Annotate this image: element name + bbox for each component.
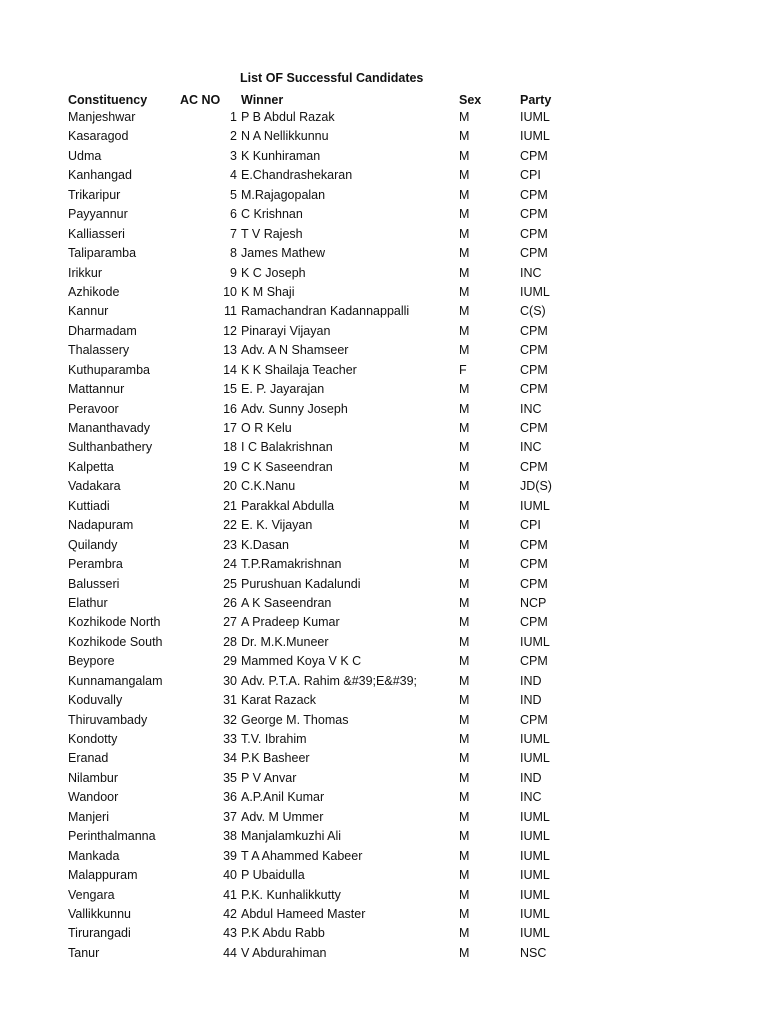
cell-sex: M [459, 673, 470, 688]
cell-constituency: Manjeri [68, 809, 109, 824]
cell-ac-no: 15 [223, 382, 237, 397]
cell-ac-no: 42 [223, 906, 237, 921]
table-row [0, 108, 768, 127]
cell-winner: P B Abdul Razak [241, 110, 335, 124]
cell-ac-no: 43 [223, 926, 237, 941]
cell-winner: Pinarayi Vijayan [241, 323, 331, 338]
cell-winner: E.Chandrashekaran [241, 168, 353, 183]
cell-ac-no: 44 [223, 945, 237, 960]
cell-ac-no: 24 [223, 557, 237, 572]
cell-sex: M [459, 615, 470, 630]
cell-winner: Karat Razack [241, 693, 317, 708]
cell-party: IUML [520, 848, 550, 863]
cell-party: INC [520, 790, 542, 805]
cell-ac-no: 4 [230, 168, 237, 183]
cell-constituency: Eranad [68, 751, 109, 766]
cell-winner: T.V. Ibrahim [241, 732, 307, 746]
cell-ac-no: 21 [223, 498, 237, 513]
cell-sex: M [459, 207, 470, 222]
cell-constituency: Kunnamangalam [68, 673, 163, 688]
cell-winner: Adv. M Ummer [241, 809, 324, 824]
cell-constituency: Taliparamba [68, 246, 137, 261]
cell-party: CPI [520, 168, 541, 183]
cell-winner: P.K Basheer [241, 751, 310, 766]
table-row [0, 886, 768, 905]
cell-winner: V Abdurahiman [241, 945, 327, 960]
cell-ac-no: 11 [224, 304, 237, 319]
cell-winner: James Mathew [241, 246, 326, 261]
cell-constituency: Azhikode [68, 284, 120, 299]
cell-sex: M [459, 906, 470, 921]
cell-ac-no: 18 [223, 440, 237, 455]
cell-sex: M [459, 595, 470, 610]
cell-party: NCP [520, 595, 547, 610]
cell-winner: I C Balakrishnan [241, 440, 333, 455]
table-row [0, 400, 768, 419]
cell-constituency: Thalassery [68, 343, 130, 358]
cell-winner: K M Shaji [241, 284, 295, 299]
cell-party: CPM [520, 537, 548, 552]
cell-sex: M [459, 576, 470, 591]
cell-winner: M.Rajagopalan [241, 187, 326, 202]
cell-winner: C.K.Nanu [241, 479, 296, 494]
table-row [0, 166, 768, 185]
cell-party: IUML [520, 751, 550, 766]
cell-sex: M [459, 148, 470, 163]
cell-sex: M [459, 401, 470, 416]
header-sex: Sex [459, 93, 482, 107]
table-row [0, 944, 768, 963]
cell-party: CPM [520, 343, 548, 358]
cell-party: IUML [520, 498, 550, 513]
table-row [0, 225, 768, 244]
cell-winner: C K Saseendran [241, 459, 333, 474]
table-row [0, 905, 768, 924]
cell-ac-no: 7 [230, 226, 237, 241]
cell-winner: Dr. M.K.Muneer [241, 634, 329, 649]
cell-ac-no: 12 [223, 323, 237, 338]
cell-winner: P.K Abdu Rabb [241, 926, 325, 941]
table-row [0, 633, 768, 652]
cell-sex: M [459, 770, 470, 785]
cell-constituency: Kondotty [68, 732, 118, 746]
cell-winner: P V Anvar [241, 770, 297, 785]
table-row [0, 205, 768, 224]
cell-party: IND [520, 770, 542, 785]
cell-winner: Ramachandran Kadannappalli [241, 304, 410, 319]
cell-sex: M [459, 382, 470, 397]
cell-winner: Mammed Koya V K C [241, 654, 362, 669]
cell-party: IND [520, 693, 542, 708]
table-row [0, 458, 768, 477]
table-row [0, 594, 768, 613]
cell-sex: M [459, 226, 470, 241]
cell-ac-no: 13 [223, 343, 237, 358]
cell-constituency: Trikaripur [68, 187, 121, 202]
table-row [0, 147, 768, 166]
document-title: List OF Successful Candidates [240, 71, 424, 85]
cell-sex: M [459, 945, 470, 960]
cell-sex: M [459, 421, 470, 435]
cell-party: CPM [520, 615, 548, 630]
cell-party: JD(S) [520, 479, 552, 494]
cell-sex: M [459, 440, 470, 455]
cell-ac-no: 28 [223, 634, 237, 649]
cell-winner: Abdul Hameed Master [241, 906, 366, 921]
cell-constituency: Udma [68, 148, 102, 163]
cell-sex: M [459, 187, 470, 202]
table-row [0, 283, 768, 302]
cell-ac-no: 3 [230, 148, 237, 163]
table-row [0, 302, 768, 321]
cell-winner: K Kunhiraman [241, 148, 321, 163]
table-row [0, 924, 768, 943]
cell-party: IUML [520, 110, 550, 124]
cell-ac-no: 34 [223, 751, 237, 766]
cell-party: CPM [520, 712, 548, 727]
cell-constituency: Kozhikode North [68, 615, 161, 630]
table-row [0, 516, 768, 535]
table-row [0, 419, 768, 438]
cell-winner: Purushuan Kadalundi [241, 576, 361, 591]
cell-winner: P Ubaidulla [241, 868, 305, 883]
table-row [0, 827, 768, 846]
cell-constituency: Tanur [68, 945, 100, 960]
cell-winner: Parakkal Abdulla [241, 498, 335, 513]
cell-winner: T.P.Ramakrishnan [241, 557, 342, 572]
cell-ac-no: 32 [223, 712, 237, 727]
table-row [0, 808, 768, 827]
cell-sex: M [459, 809, 470, 824]
cell-ac-no: 16 [223, 401, 237, 416]
cell-winner: T V Rajesh [241, 226, 303, 241]
table-row [0, 711, 768, 730]
cell-winner: Adv. Sunny Joseph [241, 401, 348, 416]
cell-party: INC [520, 440, 542, 455]
cell-sex: M [459, 168, 470, 183]
table-row [0, 555, 768, 574]
cell-sex: M [459, 557, 470, 572]
cell-constituency: Malappuram [68, 868, 138, 883]
cell-ac-no: 2 [230, 129, 237, 144]
cell-party: CPM [520, 557, 548, 572]
cell-ac-no: 41 [223, 887, 237, 902]
cell-sex: M [459, 790, 470, 805]
cell-party: IUML [520, 809, 550, 824]
cell-ac-no: 33 [223, 732, 237, 746]
cell-winner: A K Saseendran [241, 595, 332, 610]
header-ac-no: AC NO [180, 93, 221, 107]
table-row [0, 497, 768, 516]
cell-ac-no: 29 [223, 654, 237, 669]
cell-constituency: Perambra [68, 557, 123, 572]
cell-party: IUML [520, 129, 550, 144]
cell-constituency: Beypore [68, 654, 115, 669]
cell-constituency: Kalliasseri [68, 226, 125, 241]
cell-party: CPM [520, 654, 548, 669]
table-row [0, 749, 768, 768]
cell-sex: M [459, 498, 470, 513]
cell-party: IUML [520, 887, 550, 902]
cell-party: CPM [520, 323, 548, 338]
cell-ac-no: 35 [223, 770, 237, 785]
cell-ac-no: 40 [223, 868, 237, 883]
cell-constituency: Irikkur [68, 265, 103, 280]
cell-constituency: Nilambur [68, 770, 119, 785]
table-row [0, 788, 768, 807]
table-row [0, 438, 768, 457]
cell-constituency: Elathur [68, 595, 108, 610]
cell-sex: M [459, 537, 470, 552]
cell-party: IUML [520, 926, 550, 941]
table-row [0, 536, 768, 555]
cell-constituency: Kozhikode South [68, 634, 163, 649]
cell-winner: Adv. A N Shamseer [241, 343, 349, 358]
cell-sex: M [459, 654, 470, 669]
cell-ac-no: 22 [223, 518, 237, 533]
cell-sex: M [459, 634, 470, 649]
cell-party: IND [520, 673, 542, 688]
cell-ac-no: 8 [230, 246, 237, 261]
cell-winner: George M. Thomas [241, 712, 349, 727]
cell-party: IUML [520, 634, 550, 649]
cell-constituency: Quilandy [68, 537, 118, 552]
cell-sex: M [459, 284, 470, 299]
cell-winner: O R Kelu [241, 421, 292, 435]
cell-ac-no: 6 [230, 207, 237, 222]
table-row [0, 672, 768, 691]
cell-constituency: Tirurangadi [68, 926, 131, 941]
cell-winner: E. P. Jayarajan [241, 382, 325, 397]
cell-winner: K K Shailaja Teacher [241, 362, 357, 377]
cell-sex: M [459, 459, 470, 474]
cell-party: IUML [520, 829, 550, 844]
cell-sex: M [459, 518, 470, 533]
cell-ac-no: 39 [223, 848, 237, 863]
cell-constituency: Koduvally [68, 693, 123, 708]
cell-party: CPM [520, 382, 548, 397]
cell-ac-no: 27 [223, 615, 237, 630]
cell-constituency: Manjeshwar [68, 110, 136, 124]
cell-ac-no: 30 [223, 673, 237, 688]
cell-ac-no: 23 [223, 537, 237, 552]
cell-constituency: Wandoor [68, 790, 119, 805]
cell-winner: Manjalamkuzhi Ali [241, 829, 342, 844]
cell-party: CPM [520, 421, 548, 435]
cell-party: CPM [520, 148, 548, 163]
table-row [0, 341, 768, 360]
cell-ac-no: 5 [230, 187, 237, 202]
cell-sex: M [459, 848, 470, 863]
table-row [0, 575, 768, 594]
cell-party: CPM [520, 187, 548, 202]
cell-party: CPM [520, 459, 548, 474]
table-row [0, 380, 768, 399]
cell-ac-no: 38 [223, 829, 237, 844]
cell-sex: M [459, 693, 470, 708]
cell-party: INC [520, 265, 542, 280]
cell-party: CPM [520, 226, 548, 241]
cell-constituency: Mananthavady [68, 421, 151, 435]
cell-constituency: Nadapuram [68, 518, 134, 533]
cell-constituency: Thiruvambady [68, 712, 148, 727]
cell-winner: A Pradeep Kumar [241, 615, 340, 630]
table-row [0, 127, 768, 146]
cell-party: CPI [520, 518, 541, 533]
cell-party: CPM [520, 362, 548, 377]
cell-ac-no: 25 [223, 576, 237, 591]
cell-ac-no: 37 [223, 809, 237, 824]
cell-sex: M [459, 751, 470, 766]
table-row [0, 186, 768, 205]
cell-ac-no: 1 [230, 110, 237, 124]
cell-sex: M [459, 829, 470, 844]
cell-ac-no: 26 [223, 595, 237, 610]
cell-constituency: Perinthalmanna [68, 829, 156, 844]
cell-constituency: Kasaragod [68, 129, 129, 144]
cell-ac-no: 14 [223, 362, 237, 377]
cell-ac-no: 31 [223, 693, 237, 708]
cell-winner: N A Nellikkunnu [241, 129, 329, 144]
cell-winner: C Krishnan [241, 207, 303, 222]
cell-ac-no: 9 [230, 265, 237, 280]
table-row [0, 361, 768, 380]
cell-party: CPM [520, 207, 548, 222]
cell-sex: M [459, 868, 470, 883]
cell-constituency: Dharmadam [68, 323, 137, 338]
cell-sex: M [459, 265, 470, 280]
cell-party: IUML [520, 732, 550, 746]
cell-party: IUML [520, 284, 550, 299]
cell-constituency: Mattannur [68, 382, 125, 397]
table-row [0, 264, 768, 283]
candidates-table-body [0, 108, 768, 963]
table-row [0, 322, 768, 341]
cell-sex: M [459, 712, 470, 727]
cell-constituency: Vallikkunnu [68, 906, 132, 921]
table-row [0, 613, 768, 632]
cell-constituency: Payyannur [68, 207, 128, 222]
cell-sex: M [459, 343, 470, 358]
table-row [0, 477, 768, 496]
table-row [0, 866, 768, 885]
cell-winner: K.Dasan [241, 537, 289, 552]
cell-constituency: Kalpetta [68, 459, 114, 474]
cell-constituency: Vengara [68, 887, 115, 902]
cell-party: IUML [520, 868, 550, 883]
cell-winner: A.P.Anil Kumar [241, 790, 325, 805]
cell-ac-no: 10 [223, 284, 237, 299]
table-row [0, 652, 768, 671]
cell-constituency: Kanhangad [68, 168, 132, 183]
cell-sex: M [459, 110, 470, 124]
table-row [0, 691, 768, 710]
header-constituency: Constituency [68, 93, 148, 107]
cell-sex: M [459, 479, 470, 494]
cell-party: NSC [520, 945, 547, 960]
cell-sex: M [459, 323, 470, 338]
table-row [0, 730, 768, 749]
header-winner: Winner [241, 93, 284, 107]
cell-winner: E. K. Vijayan [241, 518, 313, 533]
cell-constituency: Sulthanbathery [68, 440, 153, 455]
cell-sex: M [459, 246, 470, 261]
cell-constituency: Kannur [68, 304, 109, 319]
cell-ac-no: 17 [223, 421, 237, 435]
cell-party: C(S) [520, 304, 546, 319]
cell-party: INC [520, 401, 542, 416]
cell-constituency: Mankada [68, 848, 120, 863]
cell-sex: M [459, 304, 470, 319]
cell-constituency: Balusseri [68, 576, 120, 591]
cell-winner: Adv. P.T.A. Rahim &#39;E&#39; [241, 673, 418, 688]
cell-sex: M [459, 732, 470, 746]
table-row [0, 244, 768, 263]
cell-party: CPM [520, 576, 548, 591]
cell-winner: K C Joseph [241, 265, 306, 280]
cell-winner: T A Ahammed Kabeer [241, 848, 363, 863]
cell-ac-no: 36 [223, 790, 237, 805]
cell-constituency: Peravoor [68, 401, 119, 416]
cell-ac-no: 20 [223, 479, 237, 494]
table-row [0, 769, 768, 788]
cell-party: CPM [520, 246, 548, 261]
header-party: Party [520, 93, 552, 107]
cell-sex: M [459, 129, 470, 144]
cell-sex: M [459, 887, 470, 902]
table-row [0, 847, 768, 866]
cell-constituency: Vadakara [68, 479, 121, 494]
cell-constituency: Kuthuparamba [68, 362, 151, 377]
cell-sex: M [459, 926, 470, 941]
cell-party: IUML [520, 906, 550, 921]
cell-constituency: Kuttiadi [68, 498, 110, 513]
cell-winner: P.K. Kunhalikkutty [241, 887, 341, 902]
cell-ac-no: 19 [223, 459, 237, 474]
cell-sex: F [459, 362, 467, 377]
